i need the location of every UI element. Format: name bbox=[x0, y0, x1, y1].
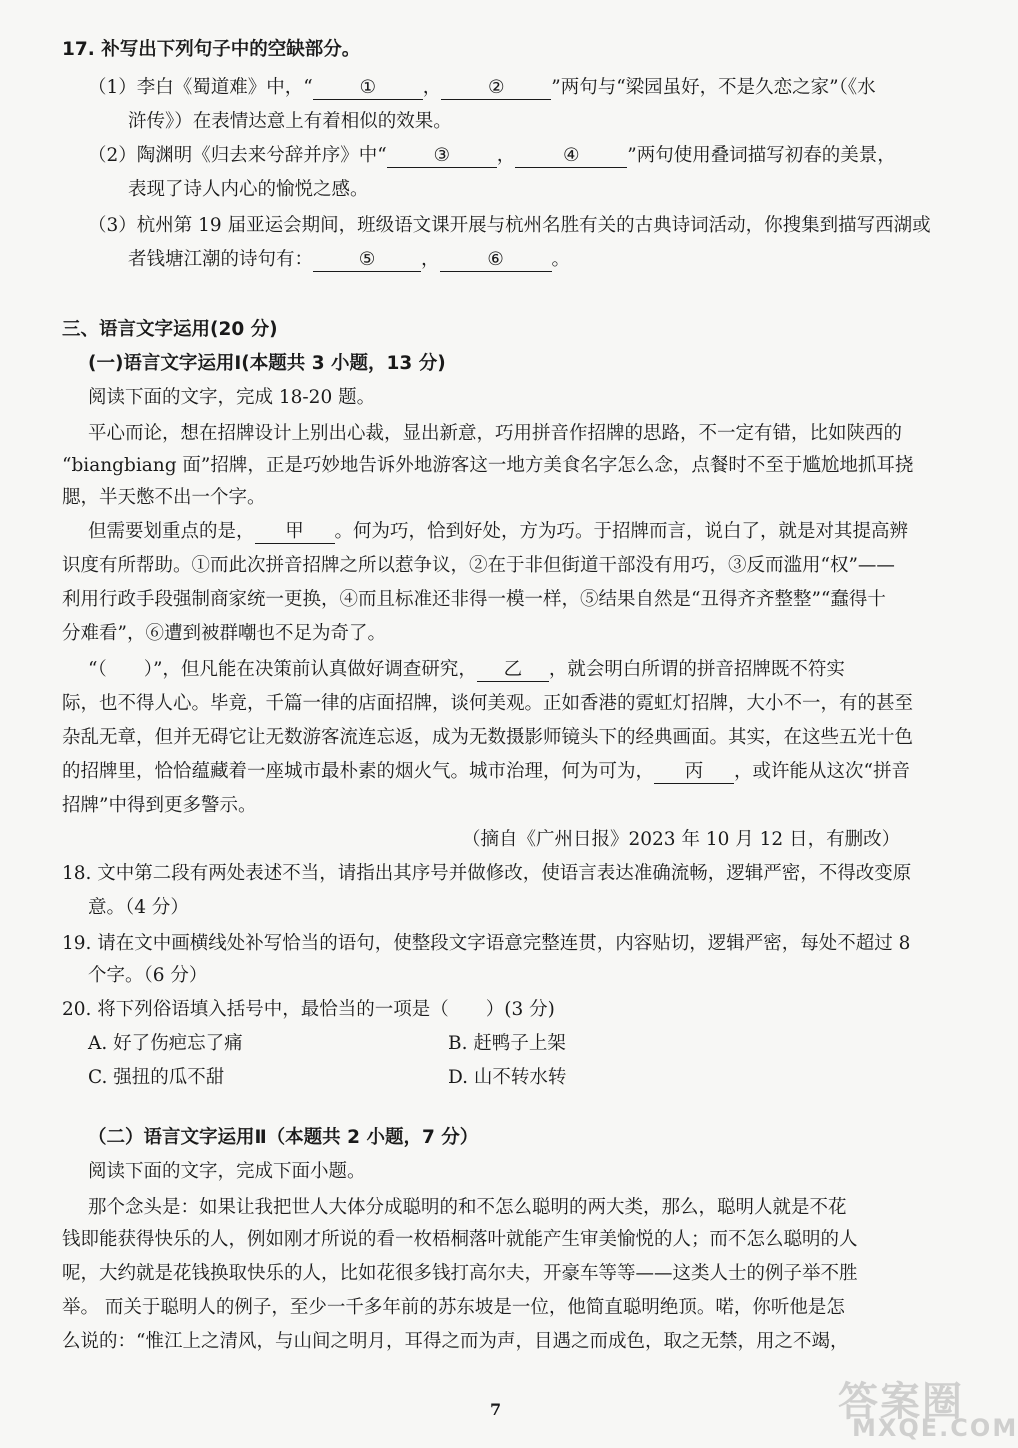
q17-p3-line1: （3）杭州第 19 届亚运会期间，班级语文课开展与杭州名胜有关的古典诗词活动，你搜集到描写西湖或 bbox=[88, 215, 931, 236]
para3-text: 的招牌里，恰恰蕴藏着一座城市最朴素的烟火气。城市治理，何为可为， bbox=[62, 761, 655, 782]
page-number: 7 bbox=[490, 1400, 502, 1419]
q17-p1-line2: 浒传》）在表情达意上有着相似的效果。 bbox=[128, 111, 452, 132]
q17-p2-text-b: ”两句使用叠词描写初春的美景， bbox=[627, 145, 896, 166]
subsection-1-title: (一)语言文字运用Ⅰ(本题共 3 小题，13 分) bbox=[88, 353, 446, 374]
q17-p1-text: （1）李白《蜀道难》中，“ bbox=[88, 77, 313, 98]
watermark-text-cn: 答案圈 bbox=[838, 1379, 964, 1425]
para1-line: 腮，半天憋不出一个字。 bbox=[62, 487, 266, 508]
q17-p3-text: 者钱塘江潮的诗句有： bbox=[128, 249, 314, 270]
q17-p1-line1 bbox=[88, 74, 876, 102]
q19-line2: 个字。（6 分） bbox=[88, 965, 208, 986]
blank-5[interactable]: ⑤ bbox=[313, 249, 421, 272]
para3-text-b: ，就会明白所谓的拼音招牌既不符实 bbox=[548, 659, 845, 680]
instruction-1: 阅读下面的文字，完成 18-20 题。 bbox=[88, 387, 376, 408]
source-citation: （摘自《广州日报》2023 年 10 月 12 日，有删改） bbox=[462, 829, 901, 850]
para3-text: “（ ）”，但凡能在决策前认真做好调查研究， bbox=[88, 659, 477, 680]
para3-line-bing bbox=[62, 758, 910, 786]
para1-line: “biangbiang 面”招牌，正是巧妙地告诉外地游客这一地方美食名字怎么念，点餐时不至于尴尬地抓耳挠 bbox=[62, 455, 914, 476]
blank-3[interactable]: ③ bbox=[387, 145, 497, 168]
q17-p2-line1 bbox=[88, 142, 896, 170]
option-d[interactable]: D. 山不转水转 bbox=[448, 1067, 567, 1088]
para4-line: 举。 而关于聪明人的例子，至少一千多年前的苏东坡是一位，他简直聪明绝顶。喏，你听他是怎 bbox=[62, 1297, 845, 1318]
subsection-2-title: （二）语言文字运用Ⅱ（本题共 2 小题，7 分） bbox=[88, 1127, 479, 1148]
para2-line: 分难看”，⑥遭到被群嘲也不足为奇了。 bbox=[62, 623, 386, 644]
q17-p1-sep: ， bbox=[422, 77, 442, 98]
para4-line: 呢，大约就是花钱换取快乐的人，比如花很多钱打高尔夫，开豪车等等——这类人士的例子举不胜 bbox=[62, 1263, 858, 1284]
q17-p3-line2 bbox=[128, 246, 570, 274]
para3-text-c: ，或许能从这次“拼音 bbox=[734, 761, 910, 782]
q17-title: 17. 补写出下列句子中的空缺部分。 bbox=[62, 39, 361, 60]
option-b[interactable]: B. 赶鸭子上架 bbox=[448, 1033, 566, 1054]
para2-line: 识度有所帮助。①而此次拼音招牌之所以惹争议，②在于非但街道干部没有用巧，③反而滥用“权”—— bbox=[62, 555, 895, 576]
para2-text: 但需要划重点的是， bbox=[88, 521, 255, 542]
blank-6[interactable]: ⑥ bbox=[440, 249, 552, 272]
blank-jia[interactable]: 甲 bbox=[255, 521, 335, 544]
para1-line: 平心而论，想在招牌设计上别出心裁，显出新意，巧用拼音作招牌的思路，不一定有错，比如陕西的 bbox=[88, 423, 903, 444]
q17-p3-end: 。 bbox=[551, 249, 571, 270]
blank-bing[interactable]: 丙 bbox=[654, 761, 734, 784]
para2-text-b: 。何为巧，恰到好处，方为巧。于招牌而言，说白了，就是对其提高辨 bbox=[334, 521, 909, 542]
q17-p2-sep: ， bbox=[496, 145, 516, 166]
q17-p2-text: （2）陶渊明《归去来兮辞并序》中“ bbox=[88, 145, 387, 166]
para3-line: 招牌”中得到更多警示。 bbox=[62, 795, 257, 816]
blank-2[interactable]: ② bbox=[441, 77, 551, 100]
section-3-title: 三、语言文字运用(20 分) bbox=[62, 319, 278, 340]
q19-line1: 19. 请在文中画横线处补写恰当的语句，使整段文字语意完整连贯，内容贴切，逻辑严密，每处不超过 8 bbox=[62, 933, 911, 954]
para4-line: 么说的：“惟江上之清风，与山间之明月，耳得之而为声，目遇之而成色，取之无禁，用之不竭， bbox=[62, 1331, 849, 1352]
blank-4[interactable]: ④ bbox=[515, 145, 627, 168]
para3-line: 际，也不得人心。毕竟，千篇一律的店面招牌，谈何美观。正如香港的霓虹灯招牌，大小不一，有的甚至 bbox=[62, 693, 914, 714]
q17-p2-line2: 表现了诗人内心的愉悦之感。 bbox=[128, 179, 369, 200]
para4-line: 那个念头是：如果让我把世人大体分成聪明的和不怎么聪明的两大类，那么，聪明人就是不花 bbox=[88, 1197, 847, 1218]
para3-line: 杂乱无章，但并无碍它让无数游客流连忘返，成为无数摄影师镜头下的经典画面。其实，在这些五光十色 bbox=[62, 727, 914, 748]
q18-line1: 18. 文中第二段有两处表述不当，请指出其序号并做修改，使语言表达准确流畅，逻辑严密，不得改变原 bbox=[62, 863, 912, 884]
q18-line2: 意。（4 分） bbox=[88, 897, 189, 918]
option-a[interactable]: A. 好了伤疤忘了痛 bbox=[88, 1033, 243, 1054]
instruction-2: 阅读下面的文字，完成下面小题。 bbox=[88, 1161, 366, 1182]
para4-line: 钱即能获得快乐的人，例如刚才所说的看一枚梧桐落叶就能产生审美愉悦的人；而不怎么聪明的人 bbox=[62, 1229, 858, 1250]
para2-line1 bbox=[88, 518, 908, 546]
watermark-logo bbox=[824, 1366, 1018, 1446]
blank-yi[interactable]: 乙 bbox=[477, 659, 549, 682]
blank-1[interactable]: ① bbox=[313, 77, 423, 100]
watermark-text-url: MXQE.COM bbox=[852, 1414, 1018, 1442]
option-c[interactable]: C. 强扭的瓜不甜 bbox=[88, 1067, 225, 1088]
q17-p3-sep: ， bbox=[421, 249, 440, 270]
para2-line: 利用行政手段强制商家统一更换，④而且标准还非得一模一样，⑤结果自然是“丑得齐齐整整”“蠢得十 bbox=[62, 589, 886, 610]
para3-line1 bbox=[88, 656, 845, 684]
q17-p1-text-b: ”两句与“梁园虽好，不是久恋之家”（《水 bbox=[551, 77, 876, 98]
q20-stem: 20. 将下列俗语填入括号中，最恰当的一项是（ ）(3 分) bbox=[62, 999, 555, 1020]
